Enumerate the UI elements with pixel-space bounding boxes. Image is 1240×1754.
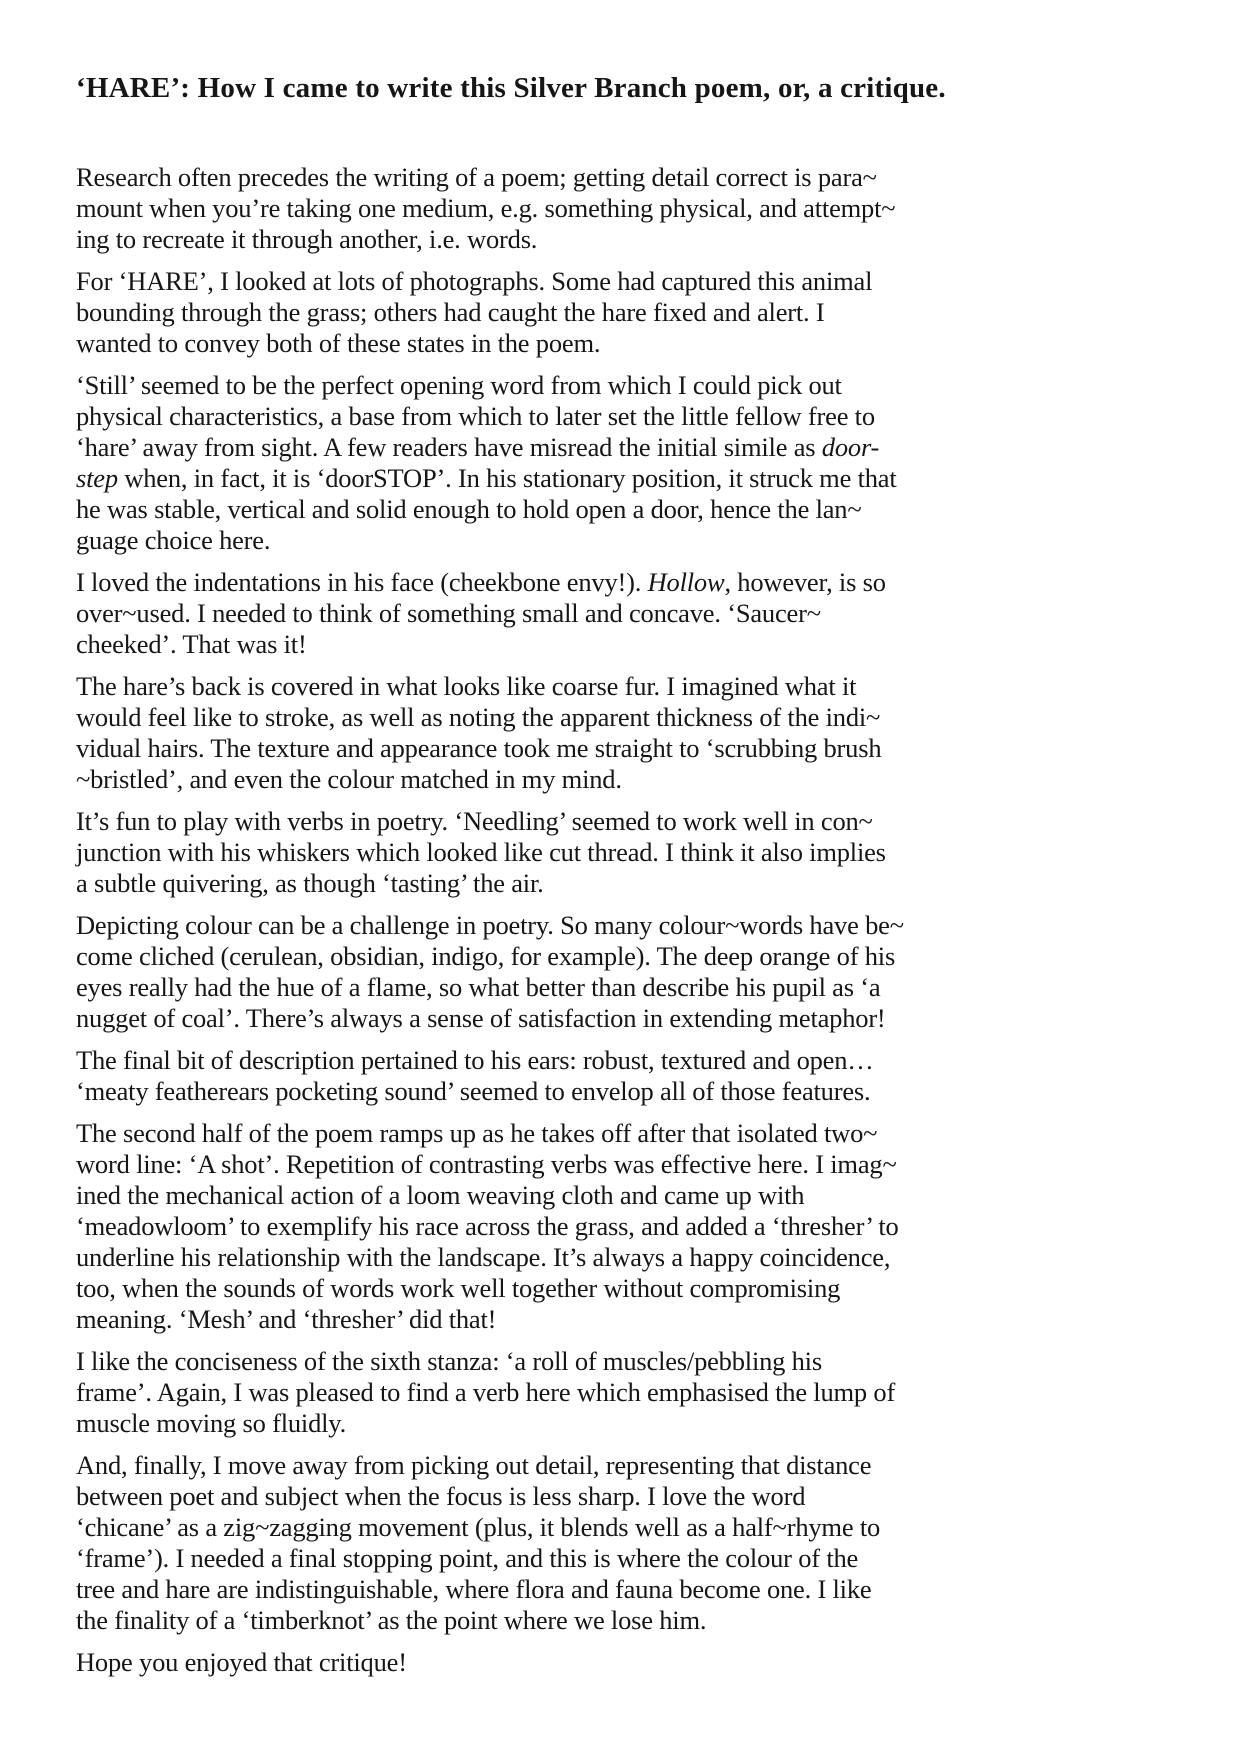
text-segment: he was stable, vertical and solid enough to hold open a door, hence the lan~: [76, 494, 862, 524]
text-segment: ‘meadowloom’ to exemplify his race across the grass, and added a ‘thresher’ to: [76, 1211, 899, 1241]
text-segment: I like the conciseness of the sixth stanza: ‘a roll of muscles/pebbling his: [76, 1346, 822, 1376]
text-segment: Research often precedes the writing of a poem; getting detail correct is para~: [76, 162, 877, 192]
paragraph: [76, 567, 1168, 660]
text-line: [76, 1304, 1168, 1335]
text-line: [76, 297, 1168, 328]
paragraph: [76, 671, 1168, 795]
text-line: [76, 1118, 1168, 1149]
text-line: [76, 1543, 1168, 1574]
text-line: [76, 525, 1168, 556]
text-line: [76, 328, 1168, 359]
text-segment: over~used. I needed to think of something small and concave. ‘Saucer~: [76, 598, 821, 628]
text-segment: ‘Still’ seemed to be the perfect opening word from which I could pick out: [76, 370, 842, 400]
text-line: [76, 1211, 1168, 1242]
text-line: [76, 910, 1168, 941]
paragraph: [76, 1118, 1168, 1335]
text-segment: physical characteristics, a base from which to later set the little fellow free to: [76, 401, 875, 431]
text-segment: mount when you’re taking one medium, e.g. something physical, and attempt~: [76, 193, 896, 223]
italic-text: step: [76, 463, 118, 493]
text-segment: frame’. Again, I was pleased to find a verb here which emphasised the lump of: [76, 1377, 896, 1407]
text-line: [76, 702, 1168, 733]
text-line: [76, 463, 1168, 494]
page-title: ‘HARE’: How I came to write this Silver Branch poem, or, a critique.: [76, 72, 946, 104]
text-segment: ing to recreate it through another, i.e. words.: [76, 224, 538, 254]
text-line: [76, 868, 1168, 899]
paragraph: [76, 806, 1168, 899]
paragraph: [76, 1346, 1168, 1439]
text-line: [76, 598, 1168, 629]
text-line: [76, 1273, 1168, 1304]
text-line: [76, 401, 1168, 432]
text-segment: ined the mechanical action of a loom weaving cloth and came up with: [76, 1180, 805, 1210]
italic-text: door-: [821, 432, 880, 462]
text-segment: And, finally, I move away from picking out detail, representing that distance: [76, 1450, 872, 1480]
text-line: [76, 1003, 1168, 1034]
text-line: [76, 806, 1168, 837]
paragraph: [76, 1450, 1168, 1636]
text-segment: ‘frame’). I needed a final stopping point, and this is where the colour of the: [76, 1543, 859, 1573]
text-segment: It’s fun to play with verbs in poetry. ‘Needling’ seemed to work well in con~: [76, 806, 873, 836]
text-line: [76, 1605, 1168, 1636]
text-segment: eyes really had the hue of a flame, so what better than describe his pupil as ‘a: [76, 972, 881, 1002]
text-segment: , however, is so: [724, 567, 886, 597]
italic-text: Hollow: [647, 567, 725, 597]
text-segment: when, in fact, it is ‘doorSTOP’. In his stationary position, it struck me that: [117, 463, 897, 493]
text-segment: tree and hare are indistinguishable, where flora and fauna become one. I like: [76, 1574, 872, 1604]
text-segment: word line: ‘A shot’. Repetition of contrasting verbs was effective here. I imag~: [76, 1149, 897, 1179]
text-segment: would feel like to stroke, as well as noting the apparent thickness of the indi~: [76, 702, 881, 732]
article-body: [76, 162, 1168, 1678]
text-line: [76, 162, 1168, 193]
text-segment: Hope you enjoyed that critique!: [76, 1647, 407, 1677]
text-line: [76, 837, 1168, 868]
text-segment: between poet and subject when the focus is less sharp. I love the word: [76, 1481, 806, 1511]
text-line: [76, 1408, 1168, 1439]
paragraph: [76, 1045, 1168, 1107]
text-segment: guage choice here.: [76, 525, 271, 555]
text-line: [76, 1242, 1168, 1273]
text-segment: bounding through the grass; others had caught the hare fixed and alert. I: [76, 297, 825, 327]
paragraph: [76, 910, 1168, 1034]
text-line: [76, 370, 1168, 401]
text-segment: a subtle quivering, as though ‘tasting’ the air.: [76, 868, 544, 898]
paragraph: [76, 1647, 1168, 1678]
text-line: [76, 1574, 1168, 1605]
text-segment: underline his relationship with the landscape. It’s always a happy coincidence,: [76, 1242, 891, 1272]
text-line: [76, 1647, 1168, 1678]
text-line: [76, 1045, 1168, 1076]
text-line: [76, 1512, 1168, 1543]
text-segment: meaning. ‘Mesh’ and ‘thresher’ did that!: [76, 1304, 497, 1334]
text-segment: ‘meaty featherears pocketing sound’ seemed to envelop all of those features.: [76, 1076, 871, 1106]
text-segment: wanted to convey both of these states in the poem.: [76, 328, 601, 358]
text-segment: ~bristled’, and even the colour matched in my mind.: [76, 764, 622, 794]
text-segment: Depicting colour can be a challenge in poetry. So many colour~words have be~: [76, 910, 904, 940]
text-segment: ‘hare’ away from sight. A few readers have misread the initial simile as: [76, 432, 822, 462]
paragraph: [76, 370, 1168, 556]
text-line: [76, 1346, 1168, 1377]
text-line: [76, 629, 1168, 660]
text-line: [76, 266, 1168, 297]
text-line: [76, 1149, 1168, 1180]
text-line: [76, 567, 1168, 598]
text-segment: too, when the sounds of words work well together without compromising: [76, 1273, 841, 1303]
text-segment: muscle moving so fluidly.: [76, 1408, 347, 1438]
text-line: [76, 1377, 1168, 1408]
text-line: [76, 494, 1168, 525]
text-segment: come cliched (cerulean, obsidian, indigo, for example). The deep orange of his: [76, 941, 896, 971]
text-line: [76, 432, 1168, 463]
text-line: [76, 764, 1168, 795]
text-line: [76, 671, 1168, 702]
text-segment: The final bit of description pertained to his ears: robust, textured and open…: [76, 1045, 874, 1075]
text-segment: vidual hairs. The texture and appearance took me straight to ‘scrubbing brush: [76, 733, 882, 763]
text-line: [76, 193, 1168, 224]
text-line: [76, 941, 1168, 972]
text-segment: the finality of a ‘timberknot’ as the point where we lose him.: [76, 1605, 707, 1635]
text-segment: ‘chicane’ as a zig~zagging movement (plus, it blends well as a half~rhyme to: [76, 1512, 881, 1542]
text-line: [76, 1450, 1168, 1481]
text-line: [76, 1076, 1168, 1107]
text-segment: junction with his whiskers which looked like cut thread. I think it also implies: [76, 837, 886, 867]
text-line: [76, 1481, 1168, 1512]
text-segment: The second half of the poem ramps up as he takes off after that isolated two~: [76, 1118, 878, 1148]
text-segment: cheeked’. That was it!: [76, 629, 307, 659]
text-segment: nugget of coal’. There’s always a sense of satisfaction in extending metaphor!: [76, 1003, 886, 1033]
text-line: [76, 972, 1168, 1003]
text-line: [76, 1180, 1168, 1211]
text-segment: The hare’s back is covered in what looks like coarse fur. I imagined what it: [76, 671, 857, 701]
text-segment: For ‘HARE’, I looked at lots of photographs. Some had captured this animal: [76, 266, 873, 296]
text-line: [76, 733, 1168, 764]
text-line: [76, 224, 1168, 255]
paragraph: [76, 266, 1168, 359]
text-segment: I loved the indentations in his face (cheekbone envy!).: [76, 567, 648, 597]
paragraph: [76, 162, 1168, 255]
